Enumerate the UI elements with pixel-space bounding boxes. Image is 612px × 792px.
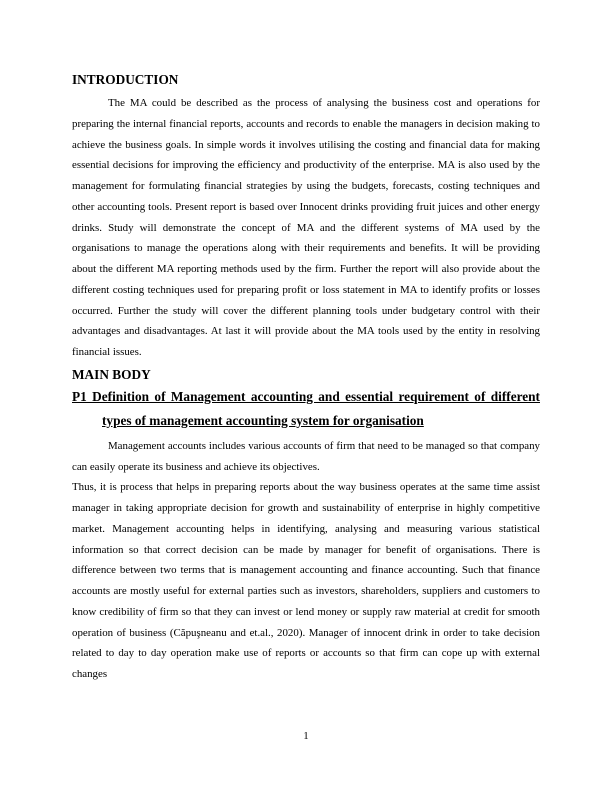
introduction-paragraph: The MA could be described as the process of analysing the business cost and operations for preparing the internal financial reports, accounts and records to enable the managers in decision making to achieve the business goals. In simple words it involves utilising the costing and financial data for making essential decisions for improving the efficiency and productivity of the enterprise. MA is also used by the management for formulating financial strategies by using the budgets, forecasts, costing techniques and other accounting tools. Present report is based over Innocent drinks providing fruit juices and other energy drinks. Study will demonstrate the concept of MA and the different systems of MA used by the organisations to manage the operations along with their requirements and benefits. It will be providing about the different MA reporting methods used by the firm. Further the report will also provide about the different costing techniques used for preparing profit or loss statement in MA to identify profits or losses occurred. Further the study will cover the different planning tools under budgetary control with their advantages and disadvantages. At last it will provide about the MA tools used by the entity in resolving financial issues. bbox=[72, 97, 540, 358]
p1-paragraph-2: Thus, it is process that helps in preparing reports about the way business operates at the same time assist manager in taking appropriate decision for growth and sustainability of enterprise in highly competitive market. Management accounting helps in identifying, analysing and measuring various statistical information so that correct decision can be made by manager for benefit of organisations. There is difference between two terms that is management accounting and finance accounting. Such that finance accounts are mostly useful for external parties such as investors, shareholders, suppliers and customers to know credibility of firm so that they can invest or lend money or supply raw material at credit for smooth operation of business (Căpuşneanu and et.al., 2020). Manager of innocent drink in order to take decision related to day to day operation make use of reports or accounts so that firm can cope up with external changes bbox=[72, 481, 540, 680]
introduction-heading: INTRODUCTION bbox=[72, 72, 179, 87]
p1-section-heading: P1 Definition of Management accounting and essential requirement of different types of management accounting system for organisation bbox=[72, 388, 540, 428]
main-body-heading: MAIN BODY bbox=[72, 366, 151, 382]
page-number: 1 bbox=[303, 730, 309, 742]
page-content bbox=[72, 70, 540, 685]
p1-paragraph-1: Management accounts includes various accounts of firm that need to be managed so that company can easily operate its business and achieve its objectives. bbox=[72, 439, 540, 473]
